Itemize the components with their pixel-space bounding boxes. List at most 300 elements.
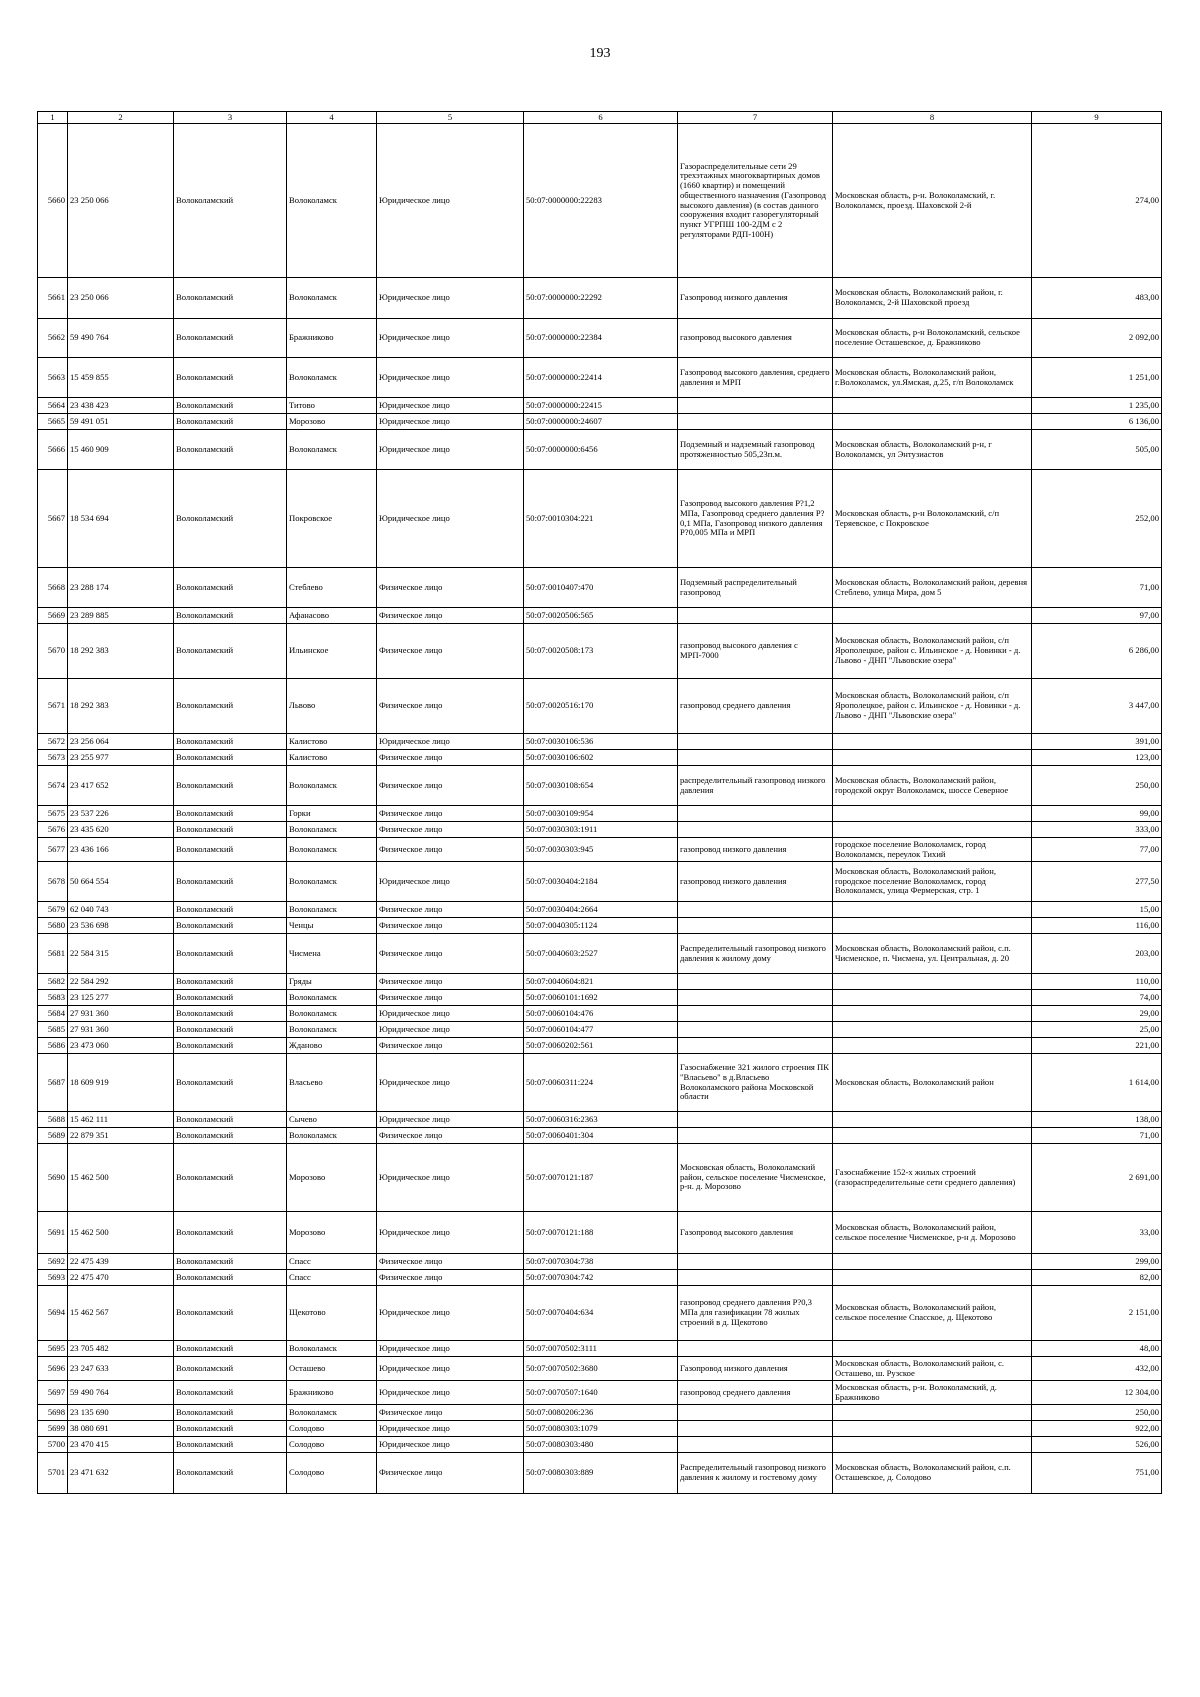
address-cell xyxy=(833,918,1032,934)
address-cell: Московская область, Волоколамский район, с/п Ярополецкое, район с. Ильинское - д. Новинки - д. Львово - ДНП "Львовские озера" xyxy=(833,624,1032,679)
value-cell: 116,00 xyxy=(1032,918,1162,934)
row-number: 5698 xyxy=(38,1405,68,1421)
address-cell: Московская область, Волоколамский район, с.п. Чисменское, п. Чисмена, ул. Центральная, д. 20 xyxy=(833,934,1032,974)
okato-code: 38 080 691 xyxy=(68,1421,174,1437)
row-number: 5671 xyxy=(38,679,68,734)
okato-code: 22 584 315 xyxy=(68,934,174,974)
locality-cell: Стеблево xyxy=(287,568,377,608)
locality-cell: Горки xyxy=(287,806,377,822)
row-number: 5667 xyxy=(38,470,68,568)
table-row xyxy=(38,398,1162,414)
cadastral-number-cell: 50:07:0000000:24607 xyxy=(524,414,678,430)
okato-code: 18 292 383 xyxy=(68,679,174,734)
address-cell: Московская область, Волоколамский район, с/п Ярополецкое, район с. Ильинское - д. Новинки - д. Львово - ДНП "Львовские озера" xyxy=(833,679,1032,734)
owner-type-cell: Физическое лицо xyxy=(377,679,524,734)
locality-cell: Ченцы xyxy=(287,918,377,934)
owner-type-cell: Физическое лицо xyxy=(377,974,524,990)
owner-type-cell: Физическое лицо xyxy=(377,750,524,766)
district-cell: Волоколамский xyxy=(174,822,287,838)
owner-type-cell: Физическое лицо xyxy=(377,990,524,1006)
value-cell: 15,00 xyxy=(1032,902,1162,918)
address-cell xyxy=(833,1254,1032,1270)
row-number: 5663 xyxy=(38,358,68,398)
row-number: 5684 xyxy=(38,1006,68,1022)
okato-code: 23 250 066 xyxy=(68,124,174,278)
value-cell: 71,00 xyxy=(1032,568,1162,608)
locality-cell: Спасс xyxy=(287,1270,377,1286)
owner-type-cell: Физическое лицо xyxy=(377,822,524,838)
value-cell: 252,00 xyxy=(1032,470,1162,568)
row-number: 5685 xyxy=(38,1022,68,1038)
locality-cell: Покровское xyxy=(287,470,377,568)
district-cell: Волоколамский xyxy=(174,414,287,430)
district-cell: Волоколамский xyxy=(174,1341,287,1357)
value-cell: 123,00 xyxy=(1032,750,1162,766)
address-cell: Московская область, Волоколамский район, г. Волоколамск, 2-й Шаховской проезд xyxy=(833,278,1032,319)
value-cell: 277,50 xyxy=(1032,862,1162,902)
okato-code: 23 247 633 xyxy=(68,1357,174,1381)
owner-type-cell: Физическое лицо xyxy=(377,1254,524,1270)
address-cell: городское поселение Волоколамск, город Волоколамск, переулок Тихий xyxy=(833,838,1032,862)
object-name-cell xyxy=(678,1341,833,1357)
cadastral-number-cell: 50:07:0040305:1124 xyxy=(524,918,678,934)
owner-type-cell: Физическое лицо xyxy=(377,1405,524,1421)
owner-type-cell: Юридическое лицо xyxy=(377,358,524,398)
owner-type-cell: Физическое лицо xyxy=(377,934,524,974)
row-number: 5661 xyxy=(38,278,68,319)
okato-code: 23 417 652 xyxy=(68,766,174,806)
value-cell: 33,00 xyxy=(1032,1212,1162,1254)
table-row xyxy=(38,934,1162,974)
object-name-cell: Распределительный газопровод низкого давления к жилому и гостевому дому xyxy=(678,1453,833,1494)
value-cell: 25,00 xyxy=(1032,1022,1162,1038)
row-number: 5692 xyxy=(38,1254,68,1270)
column-header-1: 1 xyxy=(38,112,68,124)
okato-code: 15 459 855 xyxy=(68,358,174,398)
object-name-cell xyxy=(678,1405,833,1421)
owner-type-cell: Юридическое лицо xyxy=(377,1006,524,1022)
column-header-9: 9 xyxy=(1032,112,1162,124)
table-row xyxy=(38,1270,1162,1286)
okato-code: 18 609 919 xyxy=(68,1054,174,1112)
okato-code: 23 289 885 xyxy=(68,608,174,624)
value-cell: 203,00 xyxy=(1032,934,1162,974)
address-cell xyxy=(833,414,1032,430)
cadastral-number-cell: 50:07:0070304:738 xyxy=(524,1254,678,1270)
table-row xyxy=(38,1453,1162,1494)
address-cell: Московская область, р-н Волоколамский, сельское поселение Осташевское, д. Бражниково xyxy=(833,319,1032,358)
district-cell: Волоколамский xyxy=(174,319,287,358)
address-cell xyxy=(833,806,1032,822)
row-number: 5675 xyxy=(38,806,68,822)
object-name-cell xyxy=(678,414,833,430)
value-cell: 274,00 xyxy=(1032,124,1162,278)
district-cell: Волоколамский xyxy=(174,838,287,862)
table-row xyxy=(38,974,1162,990)
table-row xyxy=(38,1357,1162,1381)
value-cell: 2 092,00 xyxy=(1032,319,1162,358)
column-header-2: 2 xyxy=(68,112,174,124)
table-row xyxy=(38,624,1162,679)
object-name-cell: газопровод среднего давления Р?0,3 МПа для газификации 78 жилых строений в д. Щекотово xyxy=(678,1286,833,1341)
locality-cell: Волоколамск xyxy=(287,278,377,319)
row-number: 5668 xyxy=(38,568,68,608)
owner-type-cell: Юридическое лицо xyxy=(377,430,524,470)
table-row xyxy=(38,1128,1162,1144)
owner-type-cell: Юридическое лицо xyxy=(377,862,524,902)
cadastral-number-cell: 50:07:0060101:1692 xyxy=(524,990,678,1006)
owner-type-cell: Юридическое лицо xyxy=(377,1437,524,1453)
column-header-7: 7 xyxy=(678,112,833,124)
owner-type-cell: Физическое лицо xyxy=(377,608,524,624)
row-number: 5690 xyxy=(38,1144,68,1212)
locality-cell: Чисмена xyxy=(287,934,377,974)
okato-code: 23 435 620 xyxy=(68,822,174,838)
address-cell: Московская область, Волоколамский район, городской округ Волоколамск, шоссе Северное xyxy=(833,766,1032,806)
cadastral-number-cell: 50:07:0030404:2184 xyxy=(524,862,678,902)
table-row xyxy=(38,990,1162,1006)
table-row xyxy=(38,1212,1162,1254)
value-cell: 74,00 xyxy=(1032,990,1162,1006)
district-cell: Волоколамский xyxy=(174,1270,287,1286)
value-cell: 29,00 xyxy=(1032,1006,1162,1022)
locality-cell: Сычево xyxy=(287,1112,377,1128)
object-name-cell xyxy=(678,398,833,414)
cadastral-number-cell: 50:07:0060311:224 xyxy=(524,1054,678,1112)
district-cell: Волоколамский xyxy=(174,608,287,624)
cadastral-number-cell: 50:07:0030303:1911 xyxy=(524,822,678,838)
value-cell: 12 304,00 xyxy=(1032,1381,1162,1405)
district-cell: Волоколамский xyxy=(174,1212,287,1254)
value-cell: 432,00 xyxy=(1032,1357,1162,1381)
value-cell: 110,00 xyxy=(1032,974,1162,990)
value-cell: 77,00 xyxy=(1032,838,1162,862)
locality-cell: Волоколамск xyxy=(287,822,377,838)
value-cell: 3 447,00 xyxy=(1032,679,1162,734)
okato-code: 23 255 977 xyxy=(68,750,174,766)
column-header-3: 3 xyxy=(174,112,287,124)
table-row xyxy=(38,1054,1162,1112)
owner-type-cell: Юридическое лицо xyxy=(377,1144,524,1212)
address-cell: Московская область, Волоколамский район, городское поселение Волоколамск, город Волоколамск, улица Фермерская, стр. 1 xyxy=(833,862,1032,902)
table-row xyxy=(38,1006,1162,1022)
okato-code: 23 471 632 xyxy=(68,1453,174,1494)
address-cell xyxy=(833,822,1032,838)
okato-code: 23 473 060 xyxy=(68,1038,174,1054)
table-row xyxy=(38,734,1162,750)
district-cell: Волоколамский xyxy=(174,278,287,319)
cadastral-number-cell: 50:07:0070502:3111 xyxy=(524,1341,678,1357)
district-cell: Волоколамский xyxy=(174,1128,287,1144)
cadastral-number-cell: 50:07:0020506:565 xyxy=(524,608,678,624)
object-name-cell xyxy=(678,1022,833,1038)
column-header-4: 4 xyxy=(287,112,377,124)
address-cell: Московская область, р-н. Волоколамский, д. Бражниково xyxy=(833,1381,1032,1405)
row-number: 5677 xyxy=(38,838,68,862)
okato-code: 59 490 764 xyxy=(68,319,174,358)
cadastral-number-cell: 50:07:0010304:221 xyxy=(524,470,678,568)
object-name-cell: Газопровод высокого давления xyxy=(678,1212,833,1254)
object-name-cell: Московская область, Волоколамский район, сельское поселение Чисменское, р-н. д. Морозово xyxy=(678,1144,833,1212)
row-number: 5679 xyxy=(38,902,68,918)
district-cell: Волоколамский xyxy=(174,568,287,608)
district-cell: Волоколамский xyxy=(174,470,287,568)
row-number: 5687 xyxy=(38,1054,68,1112)
column-header-5: 5 xyxy=(377,112,524,124)
cadastral-number-cell: 50:07:0030303:945 xyxy=(524,838,678,862)
okato-code: 23 250 066 xyxy=(68,278,174,319)
okato-code: 15 462 567 xyxy=(68,1286,174,1341)
locality-cell: Власьево xyxy=(287,1054,377,1112)
row-number: 5701 xyxy=(38,1453,68,1494)
table-row xyxy=(38,766,1162,806)
row-number: 5688 xyxy=(38,1112,68,1128)
owner-type-cell: Юридическое лицо xyxy=(377,1022,524,1038)
owner-type-cell: Физическое лицо xyxy=(377,568,524,608)
object-name-cell: газопровод низкого давления xyxy=(678,838,833,862)
owner-type-cell: Юридическое лицо xyxy=(377,1421,524,1437)
cadastral-number-cell: 50:07:0070502:3680 xyxy=(524,1357,678,1381)
object-name-cell: распределительный газопровод низкого давления xyxy=(678,766,833,806)
cadastral-number-cell: 50:07:0080303:480 xyxy=(524,1437,678,1453)
table-row xyxy=(38,1341,1162,1357)
object-name-cell xyxy=(678,1006,833,1022)
district-cell: Волоколамский xyxy=(174,624,287,679)
value-cell: 250,00 xyxy=(1032,766,1162,806)
owner-type-cell: Юридическое лицо xyxy=(377,734,524,750)
locality-cell: Волоколамск xyxy=(287,862,377,902)
locality-cell: Волоколамск xyxy=(287,358,377,398)
row-number: 5669 xyxy=(38,608,68,624)
table-header xyxy=(38,112,1162,124)
okato-code: 22 584 292 xyxy=(68,974,174,990)
object-name-cell xyxy=(678,1437,833,1453)
owner-type-cell: Юридическое лицо xyxy=(377,414,524,430)
cadastral-number-cell: 50:07:0060104:476 xyxy=(524,1006,678,1022)
address-cell xyxy=(833,1022,1032,1038)
row-number: 5678 xyxy=(38,862,68,902)
table-row xyxy=(38,679,1162,734)
locality-cell: Волоколамск xyxy=(287,1341,377,1357)
table-row xyxy=(38,358,1162,398)
table-row xyxy=(38,1405,1162,1421)
address-cell xyxy=(833,990,1032,1006)
okato-code: 23 436 166 xyxy=(68,838,174,862)
district-cell: Волоколамский xyxy=(174,902,287,918)
okato-code: 23 537 226 xyxy=(68,806,174,822)
district-cell: Волоколамский xyxy=(174,1006,287,1022)
locality-cell: Солодово xyxy=(287,1437,377,1453)
district-cell: Волоколамский xyxy=(174,358,287,398)
value-cell: 483,00 xyxy=(1032,278,1162,319)
district-cell: Волоколамский xyxy=(174,1286,287,1341)
owner-type-cell: Физическое лицо xyxy=(377,902,524,918)
value-cell: 82,00 xyxy=(1032,1270,1162,1286)
table-body xyxy=(38,124,1162,1494)
address-cell xyxy=(833,750,1032,766)
row-number: 5699 xyxy=(38,1421,68,1437)
district-cell: Волоколамский xyxy=(174,679,287,734)
locality-cell: Гряды xyxy=(287,974,377,990)
okato-code: 23 705 482 xyxy=(68,1341,174,1357)
object-name-cell: газопровод высокого давления xyxy=(678,319,833,358)
row-number: 5683 xyxy=(38,990,68,1006)
locality-cell: Волоколамск xyxy=(287,1022,377,1038)
locality-cell: Волоколамск xyxy=(287,766,377,806)
okato-code: 50 664 554 xyxy=(68,862,174,902)
value-cell: 138,00 xyxy=(1032,1112,1162,1128)
owner-type-cell: Физическое лицо xyxy=(377,766,524,806)
value-cell: 299,00 xyxy=(1032,1254,1162,1270)
address-cell: Московская область, р-н Волоколамский, с/п Теряевское, с Покровское xyxy=(833,470,1032,568)
address-cell: Московская область, Волоколамский район, с. Осташево, ш. Рузское xyxy=(833,1357,1032,1381)
address-cell: Московская область, р-н. Волоколамский, г. Волоколамск, проезд. Шаховской 2-й xyxy=(833,124,1032,278)
owner-type-cell: Физическое лицо xyxy=(377,1453,524,1494)
okato-code: 23 438 423 xyxy=(68,398,174,414)
value-cell: 391,00 xyxy=(1032,734,1162,750)
object-name-cell xyxy=(678,806,833,822)
cadastral-number-cell: 50:07:0060104:477 xyxy=(524,1022,678,1038)
address-cell: Московская область, Волоколамский район, сельское поселение Спасское, д. Щекотово xyxy=(833,1286,1032,1341)
value-cell: 1 251,00 xyxy=(1032,358,1162,398)
table-row xyxy=(38,430,1162,470)
okato-code: 22 475 439 xyxy=(68,1254,174,1270)
cadastral-number-cell: 50:07:0000000:22414 xyxy=(524,358,678,398)
cadastral-number-cell: 50:07:0030404:2664 xyxy=(524,902,678,918)
district-cell: Волоколамский xyxy=(174,734,287,750)
locality-cell: Волоколамск xyxy=(287,838,377,862)
object-name-cell: Газоснабжение 321 жилого строения ПК "Власьево" в д.Власьево Волоколамского района Московской области xyxy=(678,1054,833,1112)
object-name-cell xyxy=(678,1270,833,1286)
locality-cell: Морозово xyxy=(287,1212,377,1254)
district-cell: Волоколамский xyxy=(174,806,287,822)
district-cell: Волоколамский xyxy=(174,1254,287,1270)
owner-type-cell: Физическое лицо xyxy=(377,1270,524,1286)
address-cell xyxy=(833,1405,1032,1421)
table-row xyxy=(38,838,1162,862)
owner-type-cell: Физическое лицо xyxy=(377,624,524,679)
owner-type-cell: Юридическое лицо xyxy=(377,1286,524,1341)
owner-type-cell: Физическое лицо xyxy=(377,806,524,822)
table-row xyxy=(38,1437,1162,1453)
locality-cell: Щекотово xyxy=(287,1286,377,1341)
value-cell: 99,00 xyxy=(1032,806,1162,822)
locality-cell: Спасс xyxy=(287,1254,377,1270)
table-row xyxy=(38,1038,1162,1054)
registry-table xyxy=(37,111,1162,1494)
owner-type-cell: Юридическое лицо xyxy=(377,1212,524,1254)
cadastral-number-cell: 50:07:0060401:304 xyxy=(524,1128,678,1144)
table-row xyxy=(38,470,1162,568)
table-row xyxy=(38,319,1162,358)
object-name-cell xyxy=(678,822,833,838)
owner-type-cell: Физическое лицо xyxy=(377,1128,524,1144)
table-row xyxy=(38,1381,1162,1405)
object-name-cell: Газораспределительные сети 29 трехэтажных многоквартирных домов (1660 квартир) и помещений общественного назначения (Газопровод высокого давления) (в состав данного сооружения входит газорегуляторный пункт УГРПШ 100-2ДМ с 2 регуляторами РДП-100Н) xyxy=(678,124,833,278)
table-row xyxy=(38,608,1162,624)
address-cell xyxy=(833,974,1032,990)
address-cell: Московская область, Волоколамский р-н, г Волоколамск, ул Энтузиастов xyxy=(833,430,1032,470)
cadastral-number-cell: 50:07:0000000:22415 xyxy=(524,398,678,414)
district-cell: Волоколамский xyxy=(174,1381,287,1405)
table-row xyxy=(38,862,1162,902)
owner-type-cell: Юридическое лицо xyxy=(377,1341,524,1357)
table-row xyxy=(38,918,1162,934)
cadastral-number-cell: 50:07:0080206:236 xyxy=(524,1405,678,1421)
address-cell xyxy=(833,1270,1032,1286)
cadastral-number-cell: 50:07:0060202:561 xyxy=(524,1038,678,1054)
okato-code: 15 462 111 xyxy=(68,1112,174,1128)
address-cell xyxy=(833,1341,1032,1357)
cadastral-number-cell: 50:07:0020508:173 xyxy=(524,624,678,679)
locality-cell: Морозово xyxy=(287,1144,377,1212)
locality-cell: Волоколамск xyxy=(287,1006,377,1022)
value-cell: 221,00 xyxy=(1032,1038,1162,1054)
locality-cell: Солодово xyxy=(287,1453,377,1494)
locality-cell: Осташево xyxy=(287,1357,377,1381)
address-cell xyxy=(833,1006,1032,1022)
object-name-cell: газопровод низкого давления xyxy=(678,862,833,902)
row-number: 5676 xyxy=(38,822,68,838)
value-cell: 97,00 xyxy=(1032,608,1162,624)
object-name-cell: Распределительный газопровод низкого давления к жилому дому xyxy=(678,934,833,974)
okato-code: 18 534 694 xyxy=(68,470,174,568)
cadastral-number-cell: 50:07:0000000:22384 xyxy=(524,319,678,358)
row-number: 5694 xyxy=(38,1286,68,1341)
okato-code: 23 288 174 xyxy=(68,568,174,608)
object-name-cell: газопровод среднего давления xyxy=(678,679,833,734)
okato-code: 18 292 383 xyxy=(68,624,174,679)
object-name-cell xyxy=(678,1128,833,1144)
district-cell: Волоколамский xyxy=(174,1022,287,1038)
page-number: 193 xyxy=(589,46,611,61)
district-cell: Волоколамский xyxy=(174,1453,287,1494)
okato-code: 15 462 500 xyxy=(68,1144,174,1212)
okato-code: 22 475 470 xyxy=(68,1270,174,1286)
row-number: 5681 xyxy=(38,934,68,974)
table-row xyxy=(38,750,1162,766)
locality-cell: Волоколамск xyxy=(287,1405,377,1421)
owner-type-cell: Юридическое лицо xyxy=(377,124,524,278)
district-cell: Волоколамский xyxy=(174,1144,287,1212)
owner-type-cell: Юридическое лицо xyxy=(377,1381,524,1405)
locality-cell: Титово xyxy=(287,398,377,414)
value-cell: 922,00 xyxy=(1032,1421,1162,1437)
district-cell: Волоколамский xyxy=(174,750,287,766)
district-cell: Волоколамский xyxy=(174,124,287,278)
cadastral-number-cell: 50:07:0000000:22283 xyxy=(524,124,678,278)
owner-type-cell: Юридическое лицо xyxy=(377,278,524,319)
address-cell xyxy=(833,1112,1032,1128)
row-number: 5697 xyxy=(38,1381,68,1405)
row-number: 5662 xyxy=(38,319,68,358)
value-cell: 71,00 xyxy=(1032,1128,1162,1144)
locality-cell: Львово xyxy=(287,679,377,734)
okato-code: 23 536 698 xyxy=(68,918,174,934)
row-number: 5693 xyxy=(38,1270,68,1286)
header-row xyxy=(38,112,1162,124)
object-name-cell: Подземный и надземный газопровод протяженностью 505,23п.м. xyxy=(678,430,833,470)
row-number: 5666 xyxy=(38,430,68,470)
object-name-cell: Газопровод высокого давления Р?1,2 МПа, Газопровод среднего давления Р?0,1 МПа, Газопровод низкого давления Р?0,005 МПа и МРП xyxy=(678,470,833,568)
cadastral-number-cell: 50:07:0030106:536 xyxy=(524,734,678,750)
owner-type-cell: Физическое лицо xyxy=(377,838,524,862)
okato-code: 27 931 360 xyxy=(68,1022,174,1038)
object-name-cell: Подземный распределительный газопровод xyxy=(678,568,833,608)
row-number: 5700 xyxy=(38,1437,68,1453)
owner-type-cell: Юридическое лицо xyxy=(377,470,524,568)
address-cell xyxy=(833,1437,1032,1453)
